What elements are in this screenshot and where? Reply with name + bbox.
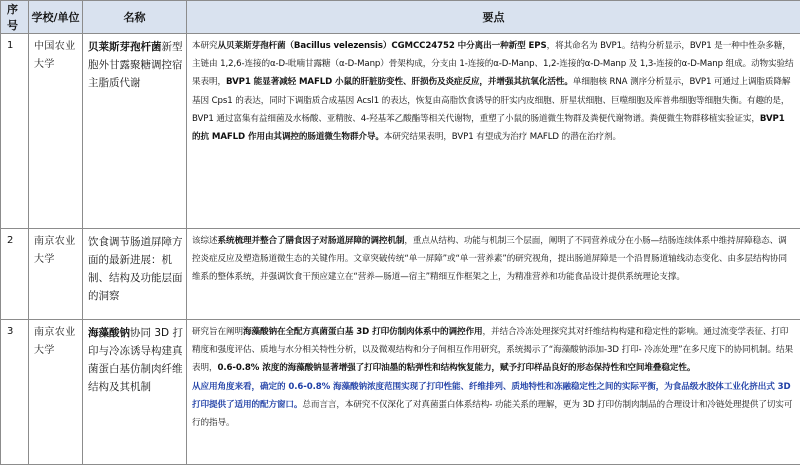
header-seq: 序号 xyxy=(1,1,29,34)
points-text: 本研究结果表明，BVP1 有望成为治疗 MAFLD 的潜在治疗剂。 xyxy=(384,132,621,142)
row-title xyxy=(83,320,187,465)
points-highlight: 系统梳理并整合了膳食因子对肠道屏障的调控机制 xyxy=(217,236,404,246)
points-text: ，将其命名为 BVP1。结构分析显示，BVP1 是一种中性杂多糖，主链由 1,2,6-连接的α-D-吡喃甘露糖（α-D-Manp）骨架构成，分支由 1-连接的α-D-Manp、1,2-连接的α-D-Manp 及 1,3-连接的α-D-Manp 组成。动物实验结果表明， xyxy=(192,41,794,87)
title-highlight: 海藻酸钠 xyxy=(88,327,130,339)
points-highlight: 0.6-0.8% 浓度的海藻酸钠显著增强了打印油墨的粘弹性和结构恢复能力，赋予打印样品良好的形态保持性和空间堆叠稳定性。 xyxy=(217,363,695,373)
row-school: 中国农业大学 xyxy=(29,34,83,229)
points-highlight: BVP1 能显著减轻 MAFLD 小鼠的肝脏肪变性、肝损伤及炎症反应，并增强其抗氧化活性。 xyxy=(226,77,573,87)
points-text: 研究旨在阐明 xyxy=(192,327,243,337)
row-seq: 2 xyxy=(1,229,29,320)
table-row xyxy=(1,229,800,320)
header-name: 名称 xyxy=(83,1,187,34)
points-highlight: 海藻酸钠在全配方真菌蛋白基 3D 打印仿制肉体系中的调控作用 xyxy=(243,327,483,337)
title-text: 协同 3D 打印与冷冻诱导构建真菌蛋白基仿制肉纤维结构及其机制 xyxy=(88,327,183,393)
points-highlight: BVP1 的抗 MAFLD 作用由其调控的肠道微生物群介导。 xyxy=(192,114,785,142)
row-points xyxy=(187,320,800,465)
row-seq: 1 xyxy=(1,34,29,229)
row-school: 南京农业大学 xyxy=(29,320,83,465)
points-text: 单细胞核 RNA 测序分析显示，BVP1 可通过上调脂质降解基因 Cps1 的表达，同时下调脂质合成基因 Acsl1 的表达，恢复由高脂饮食诱导的肝实内皮细胞、肝星状细胞、巨噬细胞及库普弗细胞等细胞失衡。有趣的是，BVP1 通过富集有益细菌及水杨酸、亚精胺、4-羟基苯乙酸酯等相关代谢物，重塑了小鼠的肠道微生物群及粪便代谢物谱。粪便微生物群移植实验证实， xyxy=(192,77,790,123)
row-seq: 3 xyxy=(1,320,29,465)
points-text: ，重点从结构、功能与机制三个层面，阐明了不同营养成分在小肠—结肠连续体系中维持屏障稳态、调控炎症反应及塑造肠道微生态的关键作用。文章突破传统“单一屏障”或“单一营养素”的研究视角，提出肠道屏障是一个沿胃肠道轴线动态变化、由多层结构协同维系的整体系统，并强调饮食干预应建立在“营养—肠道—宿主”精细互作框架之上，为精准营养和功能食品设计提供系统理论支撑。 xyxy=(192,236,787,282)
table-row xyxy=(1,320,800,465)
points-text: 总而言言，本研究不仅深化了对真菌蛋白体系结构- 功能关系的理解，更为 3D 打印仿制肉制品的合理设计和冷链处理提供了切实可行的指导。 xyxy=(192,400,792,428)
row-points xyxy=(187,229,800,320)
row-title: 饮食调节肠道屏障方面的最新进展：机制、结构及功能层面的洞察 xyxy=(83,229,187,320)
title-highlight: 贝莱斯芽孢杆菌 xyxy=(88,41,162,53)
points-text: 本研究 xyxy=(192,41,217,51)
points-text: 该综述 xyxy=(192,236,217,246)
points-highlight: 从贝莱斯芽孢杆菌（Bacillus velezensis）CGMCC24752 中分离出一种新型 EPS xyxy=(217,41,546,51)
points-blue-highlight: 从应用角度来看，确定的 0.6-0.8% 海藻酸钠浓度范围实现了打印性能、纤维排列、质地特性和冻融稳定性之间的实际平衡，为食品级水胶体工业化挤出式 3D 打印提供了适用的配方窗口。 xyxy=(192,382,791,410)
header-school: 学校/单位 xyxy=(29,1,83,34)
row-school: 南京农业大学 xyxy=(29,229,83,320)
header-row xyxy=(1,1,800,34)
header-points: 要点 xyxy=(187,1,800,34)
table-row xyxy=(1,34,800,229)
row-points xyxy=(187,34,800,229)
title-text: 新型胞外甘露聚糖调控宿主脂质代谢 xyxy=(88,41,183,89)
row-title xyxy=(83,34,187,229)
points-text: ，并结合冷冻处理探究其对纤维结构构建和稳定性的影响。通过流变学表征、打印精度和强度评估、质地与水分相关特性分析，以及微观结构和分子间相互作用研究，系统揭示了“海藻酸钠添加-3D 打印- 冷冻处理”在多尺度下的协同机制。结果表明， xyxy=(192,327,793,373)
